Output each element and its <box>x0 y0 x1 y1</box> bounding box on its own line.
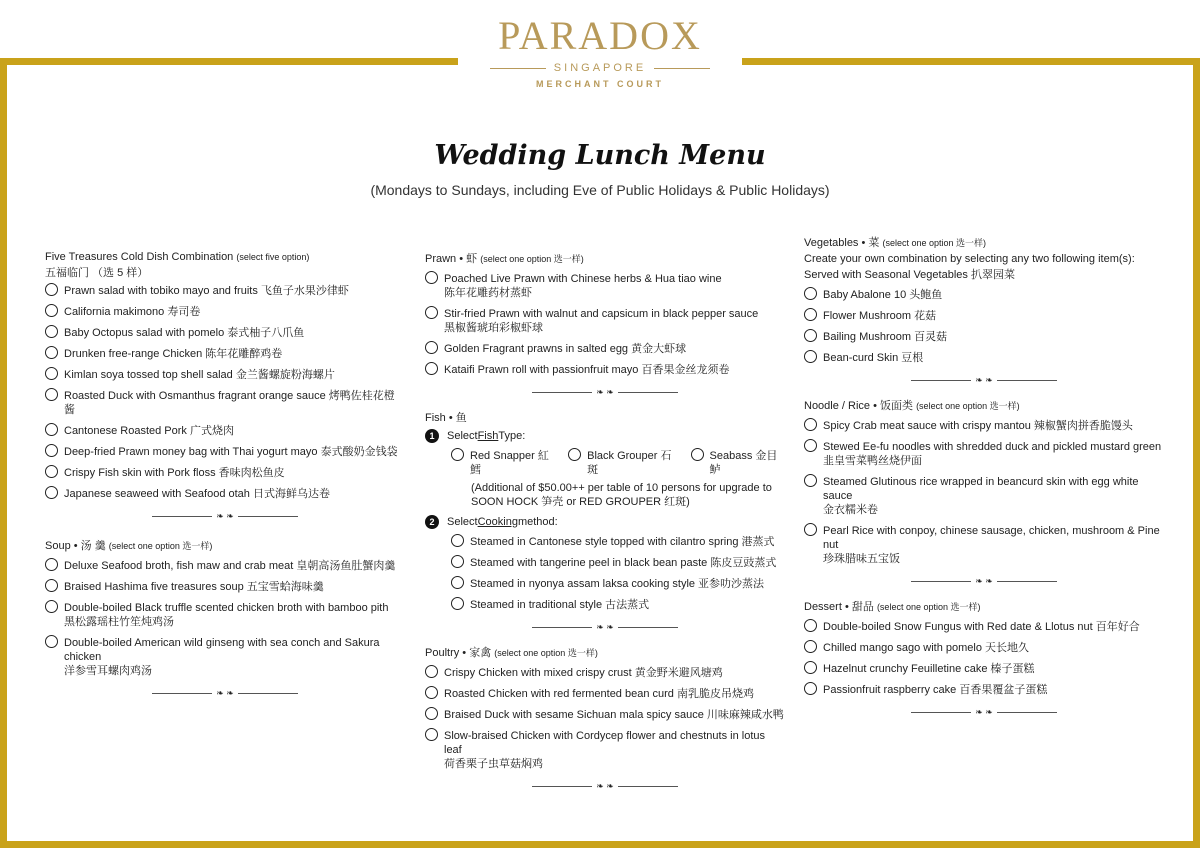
radio-button[interactable] <box>45 635 58 648</box>
divider: ❧ ❧ <box>45 686 405 700</box>
option-label: Golden Fragrant prawns in salted egg 黄金大虾球 <box>444 343 687 355</box>
option-label: Bailing Mushroom 百灵菇 <box>823 331 948 343</box>
cold-dish-option[interactable] <box>45 445 405 459</box>
radio-button[interactable] <box>804 439 817 452</box>
option-label: Roasted Chicken with red fermented bean curd 南乳脆皮吊烧鸡 <box>444 688 754 700</box>
fish-step-1: 1 Select Fish Type: <box>425 429 785 443</box>
vegetable-option[interactable] <box>804 330 1164 344</box>
option-label: Slow-braised Chicken with Cordycep flower and chestnuts in lotus leaf 荷香栗子虫草菇焖鸡 <box>444 730 765 770</box>
noodle-note: (select one option 选一样) <box>916 401 1020 411</box>
divider: ❧ ❧ <box>804 373 1164 387</box>
option-label: Stewed Ee-fu noodles with shredded duck and pickled mustard green 韭皇雪菜鸭丝烧伊面 <box>823 441 1162 467</box>
frame-top-right <box>742 58 1200 65</box>
radio-button[interactable] <box>45 600 58 613</box>
radio-button[interactable] <box>451 534 464 547</box>
option-label: Steamed Glutinous rice wrapped in beancurd skin with egg white sauce 金衣糯米卷 <box>823 476 1139 516</box>
option-label: Japanese seaweed with Seafood otah 日式海鲜乌达卷 <box>64 488 330 500</box>
option-label: Braised Duck with sesame Sichuan mala spicy sauce 川味麻辣咸水鸭 <box>444 709 784 721</box>
fish-method-option[interactable] <box>451 577 785 591</box>
noodle-title: Noodle / Rice • 饭面类 <box>804 400 913 412</box>
page-title: Wedding Lunch Menu <box>434 140 766 171</box>
radio-button[interactable] <box>45 558 58 571</box>
radio-button[interactable] <box>804 640 817 653</box>
fish-method-option[interactable] <box>451 535 785 549</box>
column-left <box>45 250 405 712</box>
radio-button[interactable] <box>804 474 817 487</box>
soup-option[interactable] <box>45 601 405 629</box>
radio-button[interactable] <box>568 448 581 461</box>
cold-dish-option[interactable] <box>45 389 405 417</box>
fish-type-option[interactable] <box>568 449 678 477</box>
radio-button[interactable] <box>425 665 438 678</box>
prawn-option[interactable] <box>425 342 785 356</box>
veg-note: (select one option 选一样) <box>882 238 987 248</box>
veg-section-title <box>804 236 1164 250</box>
cold-list <box>45 284 405 501</box>
option-label: Deluxe Seafood broth, fish maw and crab meat 皇朝高汤鱼肚蟹肉羹 <box>64 560 396 572</box>
soup-option[interactable] <box>45 580 405 594</box>
radio-button[interactable] <box>804 523 817 536</box>
dessert-option[interactable] <box>804 641 1164 655</box>
radio-button[interactable] <box>451 597 464 610</box>
option-label: Poached Live Prawn with Chinese herbs & Hua tiao wine 陈年花雕药材蒸虾 <box>444 273 722 299</box>
cold-section-title <box>45 250 405 264</box>
option-label: Seabass 金目鲈 <box>709 450 778 476</box>
cold-note: (select five option) <box>236 252 310 262</box>
radio-button[interactable] <box>804 350 817 363</box>
option-label: Kataifi Prawn roll with passionfruit mayo 百香果金丝龙须卷 <box>444 364 730 376</box>
option-label: Hazelnut crunchy Feuilletine cake 榛子蛋糕 <box>823 663 1035 675</box>
radio-button[interactable] <box>45 304 58 317</box>
option-label: Chilled mango sago with pomelo 天长地久 <box>823 642 1030 654</box>
fish-step-2: 2 Select Cooking method: <box>425 515 785 529</box>
radio-button[interactable] <box>804 308 817 321</box>
option-label: Passionfruit raspberry cake 百香果覆盆子蛋糕 <box>823 684 1048 696</box>
frame-left <box>0 58 7 848</box>
poultry-note: (select one option 选一样) <box>494 648 598 658</box>
poultry-option[interactable] <box>425 666 785 680</box>
dessert-title: Dessert • 甜品 <box>804 601 874 613</box>
frame-bottom <box>0 841 1200 848</box>
dessert-option[interactable] <box>804 683 1164 697</box>
logo-city-row <box>470 62 730 74</box>
noodle-rice-option[interactable] <box>804 475 1164 517</box>
poultry-section-title <box>425 646 785 660</box>
radio-button[interactable] <box>804 287 817 300</box>
step-1-number: 1 <box>425 429 439 443</box>
option-label: Steamed with tangerine peel in black bean paste 陈皮豆豉蒸式 <box>470 557 777 569</box>
prawn-section-title <box>425 252 785 266</box>
noodle-rice-option[interactable] <box>804 524 1164 566</box>
radio-button[interactable] <box>45 367 58 380</box>
option-label: Spicy Crab meat sauce with crispy mantou 辣椒蟹肉拼香脆馒头 <box>823 420 1133 432</box>
option-label: Steamed in traditional style 古法蒸式 <box>470 599 650 611</box>
poultry-list <box>425 666 785 771</box>
soup-option[interactable] <box>45 636 405 678</box>
soup-section-title <box>45 539 405 553</box>
radio-button[interactable] <box>45 579 58 592</box>
fish-method-option[interactable] <box>451 556 785 570</box>
logo-rule-right <box>654 68 710 69</box>
option-label: Braised Hashima five treasures soup 五宝雪蛤海味羹 <box>64 581 324 593</box>
dessert-section-title <box>804 600 1164 614</box>
option-label: Double-boiled Snow Fungus with Red date & Llotus nut 百年好合 <box>823 621 1140 633</box>
dessert-list <box>804 620 1164 697</box>
option-label: California makimono 寿司卷 <box>64 306 201 318</box>
cold-dish-option[interactable] <box>45 368 405 382</box>
logo-rule-left <box>490 68 546 69</box>
cold-dish-option[interactable] <box>45 466 405 480</box>
radio-button[interactable] <box>691 448 704 461</box>
fish-type-options <box>425 449 785 477</box>
option-label: Deep-fried Prawn money bag with Thai yogurt mayo 泰式酸奶金钱袋 <box>64 446 398 458</box>
fish-method-options <box>425 535 785 612</box>
vegetable-option[interactable] <box>804 288 1164 302</box>
option-label: Flower Mushroom 花菇 <box>823 310 937 322</box>
option-label: Red Snapper 紅鱈 <box>470 450 549 476</box>
fish-section-title: Fish • 鱼 <box>425 412 467 424</box>
noodle-list <box>804 419 1164 566</box>
fish-method-option[interactable] <box>451 598 785 612</box>
veg-title: Vegetables • 菜 <box>804 237 880 249</box>
poultry-option[interactable] <box>425 729 785 771</box>
radio-button[interactable] <box>451 576 464 589</box>
noodle-section-title <box>804 399 1164 413</box>
page-subtitle: (Mondays to Sundays, including Eve of Public Holidays & Public Holidays) <box>370 182 830 198</box>
radio-button[interactable] <box>451 448 464 461</box>
radio-button[interactable] <box>45 346 58 359</box>
cold-title: Five Treasures Cold Dish Combination <box>45 251 234 263</box>
dessert-note: (select one option 选一样) <box>876 602 981 612</box>
radio-button[interactable] <box>804 682 817 695</box>
cold-dish-option[interactable] <box>45 487 405 501</box>
poultry-option[interactable] <box>425 708 785 722</box>
radio-button[interactable] <box>425 728 438 741</box>
option-label: Baby Abalone 10 头鲍鱼 <box>823 289 943 301</box>
option-label: Steamed in Cantonese style topped with cilantro spring 港蒸式 <box>470 536 775 548</box>
option-label: Double-boiled American wild ginseng with sea conch and Sakura chicken 洋参雪耳螺肉鸡汤 <box>64 637 380 677</box>
cold-title-zh: 五福临门 （选 5 样） <box>45 267 149 279</box>
dessert-option[interactable] <box>804 662 1164 676</box>
poultry-title: Poultry • 家禽 <box>425 647 492 659</box>
poultry-option[interactable] <box>425 687 785 701</box>
noodle-rice-option[interactable] <box>804 440 1164 468</box>
logo-city: SINGAPORE <box>553 62 647 74</box>
divider: ❧ ❧ <box>425 385 785 399</box>
prawn-option[interactable] <box>425 363 785 377</box>
option-label: Baby Octopus salad with pomelo 泰式柚子八爪鱼 <box>64 327 305 339</box>
fish-type-option[interactable] <box>691 449 785 477</box>
soup-note: (select one option 选一样) <box>108 541 213 551</box>
frame-top-left <box>0 58 458 65</box>
logo <box>470 14 730 89</box>
cold-dish-option[interactable] <box>45 424 405 438</box>
radio-button[interactable] <box>804 418 817 431</box>
cold-dish-option[interactable] <box>45 305 405 319</box>
option-label: Stir-fried Prawn with walnut and capsicum in black pepper sauce 黑椒酱琥珀彩椒虾球 <box>444 308 759 334</box>
cold-dish-option[interactable] <box>45 284 405 298</box>
veg-list <box>804 288 1164 365</box>
option-label: Prawn salad with tobiko mayo and fruits 飞鱼子水果沙律虾 <box>64 285 349 297</box>
cold-dish-option[interactable] <box>45 326 405 340</box>
noodle-rice-option[interactable] <box>804 419 1164 433</box>
option-label: Double-boiled Black truffle scented chicken broth with bamboo pith 黑松露瑶柱竹笙炖鸡汤 <box>64 602 389 628</box>
prawn-title: Prawn • 虾 <box>425 253 478 265</box>
vegetable-option[interactable] <box>804 309 1164 323</box>
dessert-option[interactable] <box>804 620 1164 634</box>
radio-button[interactable] <box>45 325 58 338</box>
radio-button[interactable] <box>804 619 817 632</box>
option-label: Drunken free-range Chicken 陈年花雕醉鸡卷 <box>64 348 283 360</box>
column-right <box>804 236 1164 731</box>
logo-sub: MERCHANT COURT <box>536 79 664 89</box>
soup-option[interactable] <box>45 559 405 573</box>
soup-title: Soup • 汤 羹 <box>45 540 106 552</box>
option-label: Cantonese Roasted Pork 广式烧肉 <box>64 425 234 437</box>
radio-button[interactable] <box>425 271 438 284</box>
divider: ❧ ❧ <box>804 574 1164 588</box>
prawn-option[interactable] <box>425 307 785 335</box>
fish-type-option[interactable] <box>451 449 556 477</box>
column-middle <box>425 252 785 805</box>
radio-button[interactable] <box>45 465 58 478</box>
radio-button[interactable] <box>451 555 464 568</box>
option-label: Black Grouper 石斑 <box>587 450 672 476</box>
radio-button[interactable] <box>45 444 58 457</box>
option-label: Steamed in nyonya assam laksa cooking style 亚参叻沙蒸法 <box>470 578 765 590</box>
radio-button[interactable] <box>425 341 438 354</box>
option-label: Crispy Fish skin with Pork floss 香味肉松鱼皮 <box>64 467 285 479</box>
radio-button[interactable] <box>425 707 438 720</box>
radio-button[interactable] <box>804 329 817 342</box>
radio-button[interactable] <box>45 388 58 401</box>
option-label: Bean-curd Skin 豆根 <box>823 352 924 364</box>
divider: ❧ ❧ <box>425 779 785 793</box>
veg-served-with: Served with Seasonal Vegetables 扒翠园菜 <box>804 269 1015 281</box>
option-label: Roasted Duck with Osmanthus fragrant orange sauce 烤鸭佐桂花橙酱 <box>64 390 395 416</box>
option-label: Kimlan soya tossed top shell salad 金兰酱螺旋粉海螺片 <box>64 369 335 381</box>
option-label: Crispy Chicken with mixed crispy crust 黄金野米避风塘鸡 <box>444 667 723 679</box>
radio-button[interactable] <box>45 283 58 296</box>
logo-name: PARADOX <box>498 13 702 58</box>
cold-dish-option[interactable] <box>45 347 405 361</box>
divider: ❧ ❧ <box>804 705 1164 719</box>
option-label: Pearl Rice with conpoy, chinese sausage, chicken, mushroom & Pine nut 珍珠腊味五宝饭 <box>823 525 1160 565</box>
veg-desc: Create your own combination by selecting any two following item(s): <box>804 253 1135 265</box>
radio-button[interactable] <box>45 423 58 436</box>
radio-button[interactable] <box>425 306 438 319</box>
frame-right <box>1193 58 1200 848</box>
prawn-list <box>425 272 785 377</box>
step-2-number: 2 <box>425 515 439 529</box>
radio-button[interactable] <box>425 362 438 375</box>
radio-button[interactable] <box>804 661 817 674</box>
divider: ❧ ❧ <box>45 509 405 523</box>
prawn-note: (select one option 选一样) <box>480 254 584 264</box>
vegetable-option[interactable] <box>804 351 1164 365</box>
fish-upgrade-note: (Additional of $50.00++ per table of 10 persons for upgrade to SOON HOCK 笋壳 or RED GROUPER 红斑) <box>471 482 772 508</box>
radio-button[interactable] <box>425 686 438 699</box>
radio-button[interactable] <box>45 486 58 499</box>
soup-list <box>45 559 405 678</box>
divider: ❧ ❧ <box>425 620 785 634</box>
prawn-option[interactable] <box>425 272 785 300</box>
